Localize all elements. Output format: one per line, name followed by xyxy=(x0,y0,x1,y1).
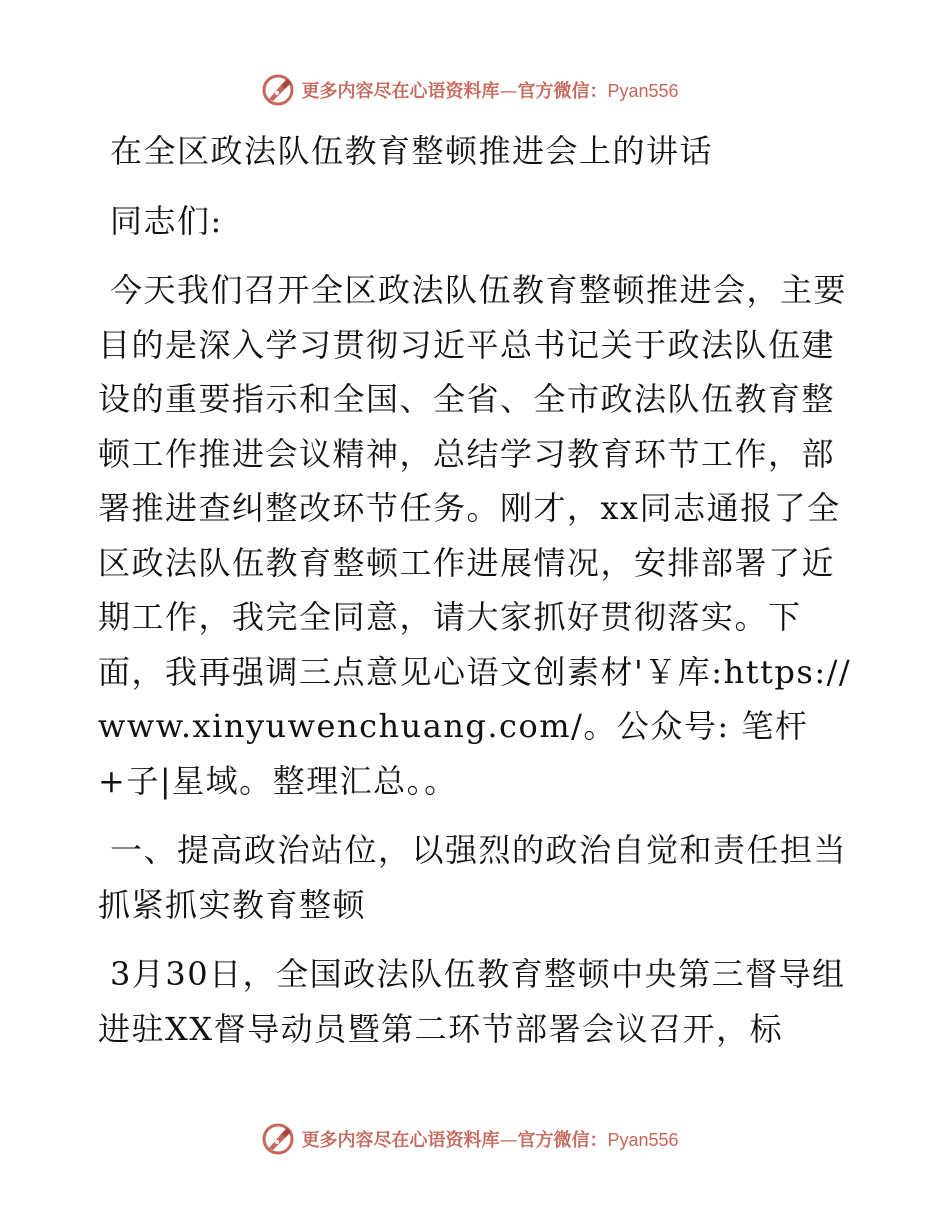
watermark-text: 更多内容尽在心语资料库—官方微信：Pyan556 xyxy=(301,1130,679,1151)
pen-logo-icon xyxy=(261,1122,295,1156)
paragraph-intro: 今天我们召开全区政法队伍教育整顿推进会，主要目的是深入学习贯彻习近平总书记关于政法队伍建设的重要指示和全国、全省、全市政法队伍教育整顿工作推进会议精神，总结学习教育环节工作，部署推进查纠整改环节任务。刚才，xx同志通报了全区政法队伍教育整顿工作进展情况，安排部署了近期工作，我完全同意，请大家抓好贯彻落实。下面，我再强调三点意见心语文创素材'￥库:https://www.xinyuwenchuang.com/。公众号: 笔杆+子|星域。整理汇总。。 xyxy=(98,271,852,800)
document-title: 在全区政法队伍教育整顿推进会上的讲话 xyxy=(110,132,714,170)
watermark-header xyxy=(0,70,950,110)
pen-logo-icon xyxy=(261,73,295,107)
paragraph-section-1: 3月30日，全国政法队伍教育整顿中央第三督导组进驻XX督导动员暨第二环节部署会议召开，标 xyxy=(98,955,846,1048)
greeting: 同志们: xyxy=(110,201,223,240)
watermark-text: 更多内容尽在心语资料库—官方微信：Pyan556 xyxy=(301,81,679,102)
document-body xyxy=(98,124,858,1056)
section-heading-1: 一、提高政治站位，以强烈的政治自觉和责任担当抓紧抓实教育整顿 xyxy=(98,831,848,924)
watermark-footer xyxy=(0,1119,950,1159)
